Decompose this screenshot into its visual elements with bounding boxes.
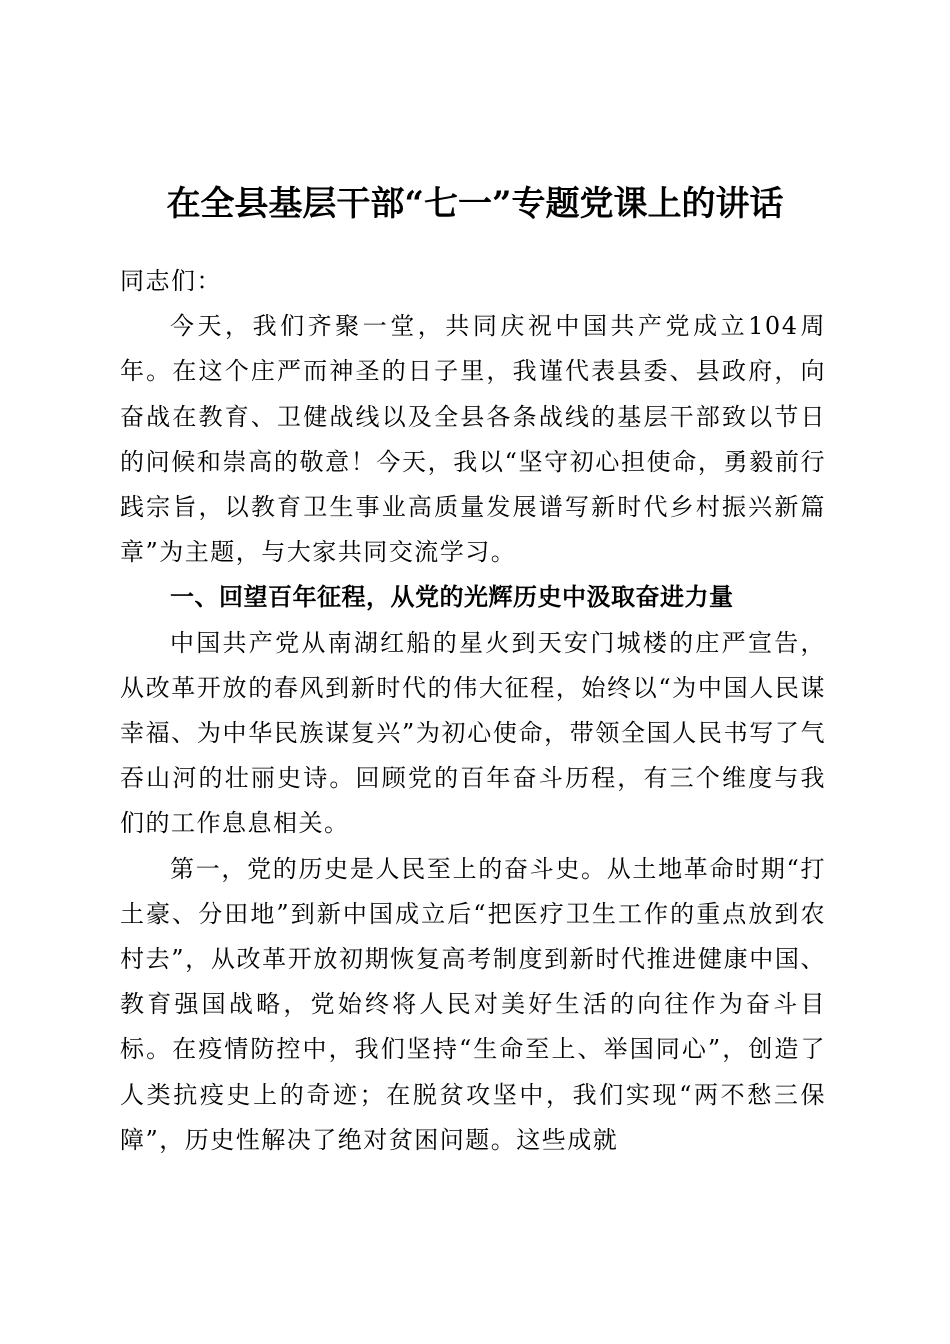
- document-title: 在全县基层干部“七一”专题党课上的讲话: [166, 184, 784, 224]
- salutation: 同志们：: [120, 267, 222, 295]
- section-heading-1: 一、回望百年征程，从党的光辉历史中汲取奋进力量: [170, 583, 734, 612]
- paragraph-history-overview: 中国共产党从南湖红船的星火到天安门城楼的庄严宣告，从改革开放的春风到新时代的伟大征程，始终以“为中国人民谋幸福、为中华民族谋复兴”为初心使命，带领全国人民书写了气吞山河的壮丽史诗。回顾党的百年奋斗历程，有三个维度与我们的工作息息相关。: [120, 628, 826, 838]
- paragraph-opening: 今天，我们齐聚一堂，共同庆祝中国共产党成立104周年。在这个庄严而神圣的日子里，我谨代表县委、县政府，向奋战在教育、卫健战线以及全县各条战线的基层干部致以节日的问候和崇高的敬意！今天，我以“坚守初心担使命，勇毅前行践宗旨，以教育卫生事业高质量发展谱写新时代乡村振兴新篇章”为主题，与大家共同交流学习。: [120, 312, 826, 567]
- document-body: [120, 259, 826, 1163]
- paragraph-point-one: 第一，党的历史是人民至上的奋斗史。从土地革命时期“打土豪、分田地”到新中国成立后“把医疗卫生工作的重点放到农村去”，从改革开放初期恢复高考制度到新时代推进健康中国、教育强国战略，党始终将人民对美好生活的向往作为奋斗目标。在疫情防控中，我们坚持“生命至上、举国同心”，创造了人类抗疫史上的奇迹；在脱贫攻坚中，我们实现“两不愁三保障”，历史性解决了绝对贫困问题。这些成就: [120, 854, 826, 1154]
